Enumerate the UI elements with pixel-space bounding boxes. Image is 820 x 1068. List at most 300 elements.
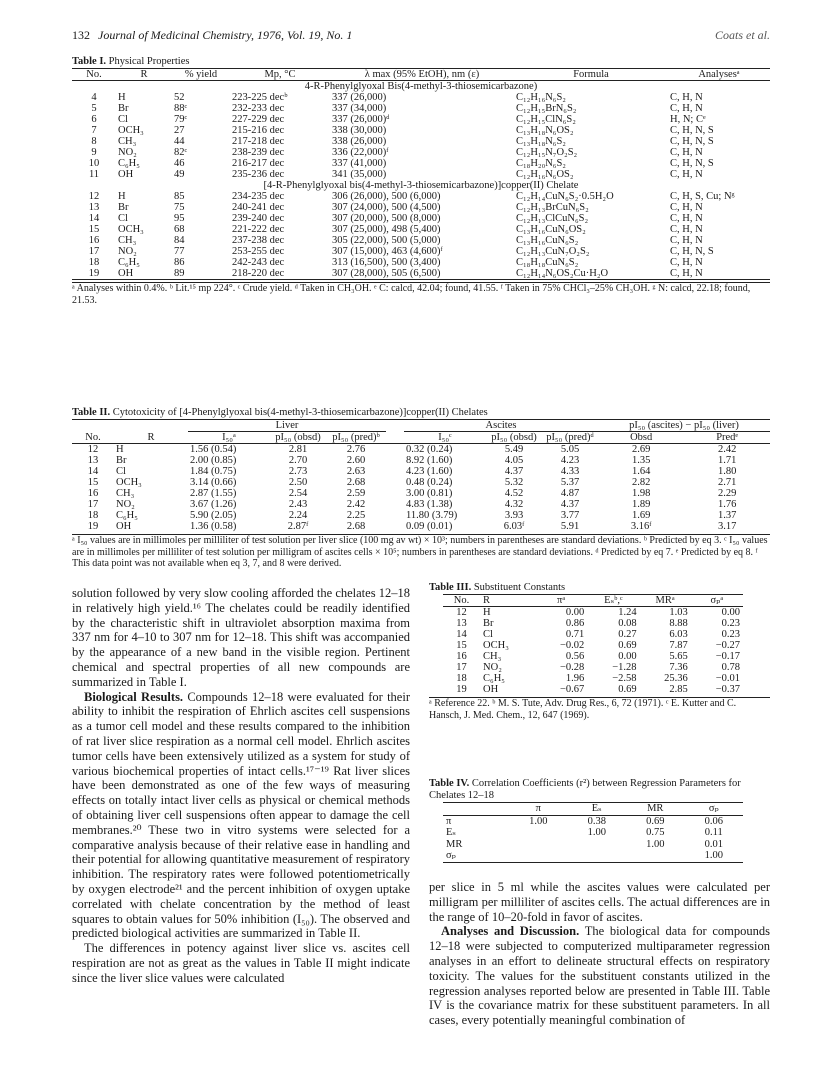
table-2-group-liver: Liver	[188, 420, 386, 432]
table-cell: 216-217 dec	[232, 158, 285, 169]
table-cell: 46	[174, 158, 185, 169]
table-cell: −0.27	[715, 640, 740, 651]
table-cell: 0.69	[646, 815, 665, 827]
table-cell: 336 (22,000)ᶠ	[332, 147, 389, 158]
table-2-grid	[72, 419, 770, 532]
table-cell: 2.69	[631, 444, 651, 455]
table-1-header: No. R % yield Mp, °C λ max (95% EtOH), nm (ε) Formula Analysesᵃ	[72, 69, 770, 81]
table-cell: C₁₂H₁₅N₇O₂S₂	[516, 147, 578, 158]
table-4-caption: Table IV. Correlation Coefficients (r²) between Regression Parameters for Chelates 12–18	[429, 778, 741, 801]
table-cell: 11	[88, 169, 100, 180]
table-cell: 1.00	[646, 838, 665, 850]
table-cell: Br	[483, 618, 494, 629]
table-cell: 3.17	[717, 521, 737, 532]
table-cell: 1.69	[631, 510, 651, 521]
table-cell: 82ᶜ	[174, 147, 188, 158]
table-cell: 17	[87, 499, 99, 510]
table-cell: C, H, N	[670, 92, 703, 103]
table-cell: C₁₂H₁₃CuN₇O₂S₂	[516, 246, 590, 257]
table-cell: 8.88	[669, 618, 688, 629]
table-cell: 2.73	[288, 466, 308, 477]
table-cell: 0.00	[618, 651, 637, 662]
table-cell	[568, 839, 627, 851]
table-cell: 2.60	[346, 455, 366, 466]
table-cell: C, H, N, S	[670, 125, 714, 136]
table-cell: 2.29	[717, 488, 737, 499]
table-cell: 6.03	[669, 629, 688, 640]
table-cell: 2.42	[717, 444, 737, 455]
table-cell: Cl	[483, 629, 493, 640]
table-cell: H	[118, 92, 126, 103]
table-row	[72, 246, 770, 257]
table-row	[72, 202, 770, 213]
table-cell: OCH₃	[483, 640, 509, 651]
table-cell: H	[483, 607, 491, 618]
table-cell: 25.36	[664, 673, 688, 684]
table-2-group-diff: pI₅₀ (ascites) − pI₅₀ (liver)	[598, 420, 770, 432]
table-cell: CH₃	[116, 488, 135, 499]
table-row	[72, 510, 770, 521]
table-cell: 0.09 (0.01)	[406, 521, 453, 532]
table-cell: −0.17	[715, 651, 740, 662]
table-cell: 0.23	[721, 629, 740, 640]
table-cell: 75	[174, 202, 185, 213]
table-cell: 5.90 (2.05)	[190, 510, 237, 521]
table-cell: −2.58	[612, 673, 637, 684]
table-3-grid	[443, 594, 743, 695]
table-cell: 1.89	[631, 499, 651, 510]
table-cell: H	[118, 191, 126, 202]
table-cell: 11.80 (3.79)	[406, 510, 458, 521]
table-cell: 338 (30,000)	[332, 125, 387, 136]
table-cell: C, H, N	[670, 103, 703, 114]
table-cell: 2.50	[288, 477, 308, 488]
table-cell: 337 (26,000)ᵈ	[332, 114, 390, 125]
table-cell: 4.87	[560, 488, 580, 499]
table-cell: C₁₃H₁₈N₆OS₂	[516, 125, 574, 136]
table-cell: 337 (34,000)	[332, 103, 387, 114]
table-cell: 5	[91, 103, 97, 114]
table-cell: 0.32 (0.24)	[406, 444, 453, 455]
table-2-footnote: ᵃ I₅₀ values are in millimoles per milliliter of test solution per liver slice (100 mg av wt) × 10³; numbers in parentheses are standard deviations. ᵇ Predicted by eq 3. ᶜ I₅₀ values are in millimoles per milliliter of test solution per milligram of ascites cells × 10⁵; numbers in parentheses are standard deviations. ᵈ Predicted by eq 7. ᵉ Predicted by eq 8. ᶠ This data point was not available when eq 3, 7, and 8 were derived.	[72, 534, 770, 570]
body-left-column	[72, 586, 410, 986]
table-cell: C₁₂H₁₅BrN₆S₂	[516, 103, 577, 114]
table-cell: 1.76	[717, 499, 737, 510]
table-cell: 4.37	[504, 466, 524, 477]
table-cell: C₁₃H₁₆CuN₆OS₂	[516, 224, 586, 235]
table-row	[72, 455, 770, 466]
table-cell: H, N; Cᵉ	[670, 114, 706, 125]
table-cell: 240-241 dec	[232, 202, 285, 213]
table-row	[72, 125, 770, 136]
table-cell: C, H, N	[670, 213, 703, 224]
table-cell: 2.63	[346, 466, 366, 477]
table-cell: 2.82	[631, 477, 651, 488]
journal-citation: Journal of Medicinal Chemistry, 1976, Vol. 19, No. 1	[98, 28, 353, 42]
table-cell: 49	[174, 169, 185, 180]
table-cell: 19	[88, 268, 100, 279]
table-cell: 19	[87, 521, 99, 532]
table-cell: C₁₂H₁₃BrCuN₆S₂	[516, 202, 589, 213]
table-cell: 13	[456, 618, 467, 629]
table-cell: C₁₂H₁₃ClCuN₆S₂	[516, 213, 589, 224]
table-cell: 17	[456, 662, 467, 673]
table-cell: 6	[91, 114, 97, 125]
table-cell: 1.56 (0.54)	[190, 444, 237, 455]
table-cell: OH	[118, 268, 134, 279]
table-4-header: π Eₛ MR σₚ	[443, 803, 743, 816]
table-cell: 3.16ᶠ	[630, 521, 652, 532]
table-cell: 1.80	[717, 466, 737, 477]
table-row	[72, 235, 770, 246]
table-cell: 16	[456, 651, 467, 662]
table-cell: 0.27	[618, 629, 637, 640]
table-cell: 2.70	[288, 455, 308, 466]
table-cell: 68	[174, 224, 185, 235]
table-row	[72, 147, 770, 158]
table-1-caption: Table I. Physical Properties	[72, 56, 190, 67]
table-cell: Eₛ	[446, 827, 456, 838]
biological-results-heading: Biological Results.	[84, 689, 184, 704]
table-cell: 2.87ᶠ	[287, 521, 309, 532]
table-cell: 2.76	[346, 444, 366, 455]
table-cell: NO₂	[118, 147, 137, 158]
body-right-column	[429, 880, 770, 1028]
table-cell: NO₂	[116, 499, 135, 510]
table-row	[72, 114, 770, 125]
table-row	[72, 257, 770, 268]
table-cell: 234-235 dec	[232, 191, 285, 202]
table-cell: NO₂	[118, 246, 137, 257]
table-cell: −0.28	[559, 662, 585, 673]
table-row	[72, 444, 770, 456]
table-3-header: No. R πᵃ Eₛᵇ,ᶜ MRᵃ σₚᵃ	[443, 595, 743, 607]
table-cell: Br	[118, 103, 129, 114]
table-cell: 12	[88, 191, 100, 202]
table-3-caption: Table III. Substituent Constants	[429, 582, 566, 593]
table-cell: 2.43	[288, 499, 308, 510]
table-row	[72, 158, 770, 169]
table-cell: 306 (26,000), 500 (6,000)	[332, 191, 441, 202]
table-row	[443, 815, 743, 827]
table-cell: −0.01	[715, 673, 740, 684]
table-cell: 1.71	[717, 455, 737, 466]
table-cell: 237-238 dec	[232, 235, 285, 246]
table-cell: C, H, N	[670, 202, 703, 213]
table-cell: 218-220 dec	[232, 268, 285, 279]
author-header: Coats et al.	[714, 28, 770, 42]
table-cell: 1.36 (0.58)	[190, 521, 237, 532]
table-cell: 52	[174, 92, 185, 103]
table-row	[72, 224, 770, 235]
table-cell: C, H, N, S	[670, 136, 714, 147]
table-row	[443, 684, 743, 695]
table-cell: 15	[88, 224, 100, 235]
table-cell: 13	[87, 455, 99, 466]
table-cell: C₁₃H₁₈N₆S₂	[516, 136, 566, 147]
table-cell: 307 (24,000), 500 (4,500)	[332, 202, 441, 213]
table-row	[72, 191, 770, 202]
table-cell: NO₂	[483, 662, 502, 673]
table-1	[72, 56, 770, 306]
table-cell: OH	[118, 169, 134, 180]
table-cell: 0.06	[704, 815, 723, 827]
table-cell: Cl	[116, 466, 126, 477]
table-cell: 5.49	[504, 444, 524, 455]
table-cell: 0.86	[565, 618, 585, 629]
table-row	[443, 827, 743, 839]
table-row	[443, 629, 743, 640]
table-cell: 1.64	[631, 466, 651, 477]
table-cell: 0.75	[646, 827, 665, 838]
table-row	[72, 103, 770, 114]
table-cell: 3.00 (0.81)	[406, 488, 453, 499]
table-cell: 0.56	[565, 651, 585, 662]
table-row	[72, 466, 770, 477]
table-cell: 0.69	[618, 684, 637, 695]
table-cell: 235-236 dec	[232, 169, 285, 180]
table-cell: C₆H₅	[483, 673, 505, 684]
table-cell: C₁₂H₁₄N₆OS₂Cu·H₂O	[516, 268, 609, 279]
analyses-heading: Analyses and Discussion.	[441, 924, 580, 939]
table-cell	[509, 827, 568, 839]
table-cell: OCH₃	[118, 224, 144, 235]
table-cell: 4.05	[504, 455, 524, 466]
table-cell: 10	[88, 158, 100, 169]
table-cell: 3.77	[560, 510, 580, 521]
table-row	[72, 136, 770, 147]
table-cell: C, H, S, Cu; Nᵍ	[670, 191, 735, 202]
table-3-footnote: ᵃ Reference 22. ᵇ M. S. Tute, Adv. Drug Res., 6, 72 (1971). ᶜ E. Kutter and C. Hansch, J. Med. Chem., 12, 647 (1969).	[429, 697, 770, 721]
table-cell: σₚ	[446, 850, 456, 861]
body-paragraph: The differences in potency against liver slice vs. ascites cell respiration are not as great as the values in Table II might indicate since the liver slice values were calculated	[72, 941, 410, 985]
table-cell: 1.03	[669, 607, 688, 618]
table-cell: C, H, N	[670, 224, 703, 235]
table-cell: 0.01	[704, 838, 723, 850]
table-cell: 5.32	[504, 477, 524, 488]
table-cell: 17	[88, 246, 100, 257]
table-cell: 5.05	[560, 444, 580, 455]
table-cell: CH₃	[483, 651, 502, 662]
table-cell: 6.03ᶠ	[503, 521, 525, 532]
table-cell: 2.87 (1.55)	[190, 488, 237, 499]
table-cell: H	[116, 444, 124, 455]
table-cell: 77	[174, 246, 185, 257]
table-cell: 2.54	[288, 488, 308, 499]
table-cell: 14	[88, 213, 100, 224]
table-row	[72, 521, 770, 532]
table-cell: 307 (28,000), 505 (6,500)	[332, 268, 441, 279]
table-cell: 4.37	[560, 499, 580, 510]
body-paragraph: solution followed by very slow cooling afforded the chelates 12–18 in relatively high yield.¹⁶ The chelates could be readily identified by the characteristic shift in ultraviolet absorption maxima from 337 nm for 4–10 to 307 nm for 12–18. This shift was accompanied by the appearance of a new band in the visible region. Pertinent chemical and spectral properties of all new compounds are summarized in Table I.	[72, 586, 410, 689]
table-cell: 0.00	[565, 607, 585, 618]
table-cell: 5.91	[560, 521, 580, 532]
table-cell: C₆H₅	[118, 257, 140, 268]
table-row	[443, 618, 743, 629]
table-cell: Br	[118, 202, 129, 213]
table-cell: C, H, N	[670, 169, 703, 180]
table-row	[72, 477, 770, 488]
table-cell: 18	[87, 510, 99, 521]
table-cell: 1.37	[717, 510, 737, 521]
table-cell: 2.68	[346, 477, 366, 488]
table-cell: 14	[87, 466, 99, 477]
table-cell: 86	[174, 257, 185, 268]
table-cell: Cl	[118, 114, 128, 125]
table-cell: 0.69	[618, 640, 637, 651]
table-cell: 217-218 dec	[232, 136, 285, 147]
table-2-header: No. R I₅₀ᵃ pI₅₀ (obsd) pI₅₀ (pred)ᵇ I₅₀ᶜ pI₅₀ (obsd) pI₅₀ (pred)ᵈ Obsd Predᵉ	[72, 432, 770, 444]
table-cell: 223-225 decᵇ	[232, 92, 288, 103]
table-2	[72, 407, 770, 570]
table-cell: C, H, N, S	[670, 246, 714, 257]
table-cell: 0.78	[721, 662, 740, 673]
page-number: 132	[72, 28, 90, 42]
table-cell: 1.84 (0.75)	[190, 466, 237, 477]
table-cell: 16	[88, 235, 100, 246]
table-cell: C₁₂H₁₅ClN₆S₂	[516, 114, 576, 125]
table-cell: 2.68	[346, 521, 366, 532]
table-cell: 0.71	[565, 629, 585, 640]
table-cell: 8.92 (1.60)	[406, 455, 453, 466]
table-cell: −1.28	[612, 662, 637, 673]
table-row	[72, 499, 770, 510]
table-cell: OCH₃	[118, 125, 144, 136]
table-cell: 221-222 dec	[232, 224, 285, 235]
table-cell: C, H, N	[670, 235, 703, 246]
table-row	[443, 640, 743, 651]
table-cell: C, H, N	[670, 257, 703, 268]
table-cell: 4	[91, 92, 97, 103]
table-cell: 18	[88, 257, 100, 268]
table-cell: −0.67	[559, 684, 585, 695]
table-cell	[509, 850, 568, 862]
table-3	[429, 582, 770, 721]
table-cell: CH₃	[118, 136, 137, 147]
table-cell: 341 (35,000)	[332, 169, 387, 180]
table-cell: Br	[116, 455, 127, 466]
table-cell: OCH₃	[116, 477, 142, 488]
table-1-grid	[72, 68, 770, 280]
table-1-footnote: ᵃ Analyses within 0.4%. ᵇ Lit.¹⁵ mp 224°. ᶜ Crude yield. ᵈ Taken in CH₃OH. ᵉ C: calcd, 42.04; found, 41.55. ᶠ Taken in 75% CHCl₃–25% CH₃OH. ᵍ N: calcd, 22.18; found, 21.53.	[72, 282, 770, 306]
table-cell: MR	[446, 838, 463, 850]
table-cell: 253-255 dec	[232, 246, 285, 257]
table-cell: 313 (16,500), 500 (3,400)	[332, 257, 441, 268]
table-cell: 0.00	[721, 607, 740, 618]
table-cell: 238-239 dec	[232, 147, 285, 158]
table-cell: 307 (25,000), 498 (5,400)	[332, 224, 441, 235]
table-cell: 2.59	[346, 488, 366, 499]
table-cell: 15	[456, 640, 467, 651]
table-cell: 2.71	[717, 477, 737, 488]
table-cell: 4.83 (1.38)	[406, 499, 453, 510]
table-cell: 4.33	[560, 466, 580, 477]
table-cell: C, H, N, S	[670, 158, 714, 169]
table-row	[443, 662, 743, 673]
table-cell: 19	[456, 684, 467, 695]
table-cell: 85	[174, 191, 185, 202]
table-cell: 0.08	[618, 618, 637, 629]
table-cell: 3.67 (1.26)	[190, 499, 237, 510]
table-cell: 7.87	[669, 640, 688, 651]
table-cell: π	[446, 815, 452, 827]
table-cell: C₆H₅	[118, 158, 140, 169]
table-cell	[626, 850, 685, 862]
table-cell: 0.38	[587, 815, 606, 827]
table-cell: CH₃	[118, 235, 137, 246]
table-cell: −0.37	[715, 684, 740, 695]
table-cell	[509, 839, 568, 851]
table-cell: 338 (26,000)	[332, 136, 387, 147]
table-cell: 232-233 dec	[232, 103, 285, 114]
table-cell: C₁₈H₂₀N₆S₂	[516, 158, 566, 169]
table-cell: 215-216 dec	[232, 125, 285, 136]
table-cell: 79ᶜ	[174, 114, 188, 125]
table-cell: 307 (15,000), 463 (4,600)ᶠ	[332, 246, 443, 257]
table-cell: 5.37	[560, 477, 580, 488]
table-cell: C₁₂H₁₄CuN₆S₂·0.5H₂O	[516, 191, 614, 202]
table-cell: 0.23	[721, 618, 740, 629]
table-cell: 1.98	[631, 488, 651, 499]
table-cell: 4.23	[560, 455, 580, 466]
table-cell: 4.23 (1.60)	[406, 466, 453, 477]
table-cell: 0.48 (0.24)	[406, 477, 453, 488]
table-cell: 12	[456, 607, 467, 618]
table-cell: 305 (22,000), 500 (5,000)	[332, 235, 441, 246]
table-cell: 44	[174, 136, 185, 147]
table-cell: 2.25	[346, 510, 366, 521]
table-cell: 1.00	[529, 815, 548, 827]
table-cell: C, H, N	[670, 268, 703, 279]
table-cell: 2.42	[346, 499, 366, 510]
table-cell: 8	[91, 136, 97, 147]
biological-results-paragraph: Biological Results. Compounds 12–18 were evaluated for their ability to inhibit the respiration of Ehrlich ascites cell suspensions as a tumor cell model and these results compared to the inhibition of rat liver slice respiration as a normal cell model. Ehrlich ascites tumor cells have been extensively utilized as a system for study of various biochemical properties of intact cells.¹⁷⁻¹⁹ Rat liver slices have been demonstrated as one of the few ways of measuring effects on totally intact liver cells as physical or chemical methods of obtaining liver cell suspensions often appear to damage the cell membranes.²⁰ These two in vitro systems were selected for a comparative analysis because of their relative ease in handling and their potential for allowing quantitative measurement of respiratory inhibition. The respiratory rates were followed potentiometrically by oxygen electrode²¹ and the percent inhibition of oxygen uptake correlated with chelate concentration by the method of least squares to obtain values for 50% inhibition (I₅₀). The observed and predicted biological activities are summarized in Table II.	[72, 689, 410, 941]
table-cell: 12	[87, 444, 99, 455]
table-cell: OH	[116, 521, 132, 532]
table-cell: 3.93	[504, 510, 524, 521]
table-cell: 1.00	[587, 827, 606, 838]
table-cell: 18	[456, 673, 467, 684]
table-2-group-ascites: Ascites	[404, 420, 598, 432]
table-cell: 3.14 (0.66)	[190, 477, 237, 488]
table-cell: 27	[174, 125, 185, 136]
table-cell: 0.11	[704, 827, 723, 838]
table-cell	[568, 850, 627, 862]
table-cell: 95	[174, 213, 185, 224]
table-cell: 7	[91, 125, 97, 136]
table-cell: 227-229 dec	[232, 114, 285, 125]
table-row	[72, 92, 770, 103]
table-cell: 89	[174, 268, 185, 279]
table-cell: C₁₃H₁₆CuN₆S₂	[516, 235, 579, 246]
table-row	[443, 839, 743, 851]
table-cell: Cl	[118, 213, 128, 224]
table-cell: −0.02	[559, 640, 585, 651]
table-cell: 9	[91, 147, 97, 158]
analyses-paragraph: Analyses and Discussion. The biological data for compounds 12–18 were subjected to computerized multiparameter regression analyses in an effort to delineate structural effects on respiratory toxicity. The values for the substituent constants utilized in the regression analyses reported below are presented in Table III. Table IV is the covariance matrix for these substituent parameters. In all cases, every potentially meaningful combination of	[429, 924, 770, 1028]
table-row	[72, 213, 770, 224]
table-cell: 7.36	[669, 662, 688, 673]
table-cell: 84	[174, 235, 185, 246]
table-cell: 16	[87, 488, 99, 499]
table-row	[443, 673, 743, 684]
table-cell: 2.24	[288, 510, 308, 521]
table-cell: 2.00 (0.85)	[190, 455, 237, 466]
table-cell: 15	[87, 477, 99, 488]
table-cell: 4.32	[504, 499, 524, 510]
table-1-section-1: 4-R-Phenylglyoxal Bis(4-methyl-3-thiosemicarbazone)	[304, 81, 538, 92]
table-row	[72, 488, 770, 499]
